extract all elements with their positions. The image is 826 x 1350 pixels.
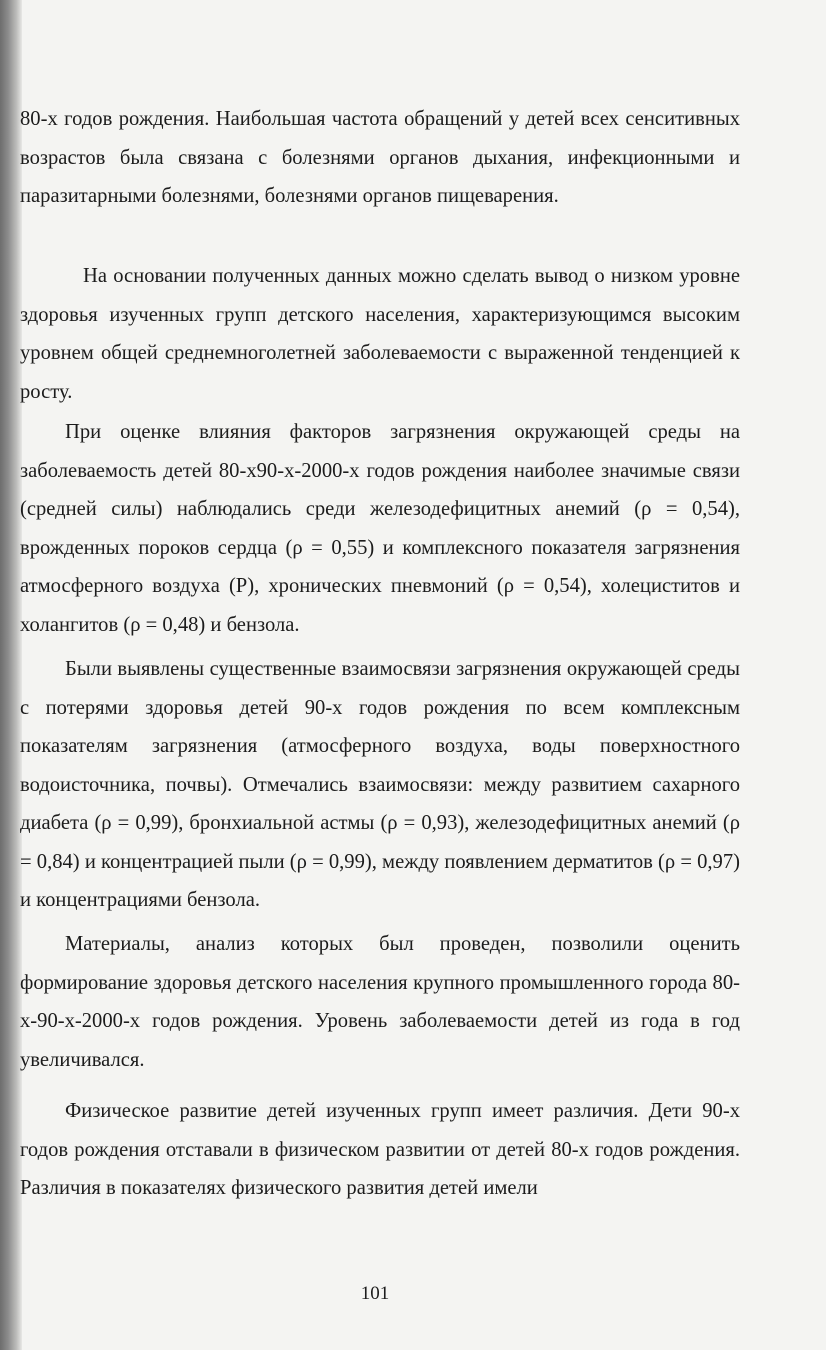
paragraph-6: Физическое развитие детей изученных групп имеет различия. Дети 90-х годов рождения отставали в физическом развитии от детей 80-х годов рождения. Различия в показателях физического развития детей имели (20, 1100, 740, 1199)
paragraph-5: Материалы, анализ которых был проведен, позволили оценить формирование здоровья детского населения крупного промышленного города 80-х-90-х-2000-х годов рождения. Уровень заболеваемости детей из года в год увеличивался. (20, 933, 740, 1071)
page-number: 101 (360, 1283, 390, 1304)
paragraph-1: 80-х годов рождения. Наибольшая частота обращений у детей всех сенситивных возрастов была связана с болезнями органов дыхания, инфекционными и паразитарными болезнями, болезнями органов пищеварения. (20, 108, 740, 207)
paragraph-4: Были выявлены существенные взаимосвязи загрязнения окружающей среды с потерями здоровья детей 90-х годов рождения по всем комплексным показателям загрязнения (атмосферного воздуха, воды поверхностного водоисточника, почвы). Отмечались взаимосвязи: между развитием сахарного диабета (ρ = 0,99), бронхиальной астмы (ρ = 0,93), железодефицитных анемий (ρ = 0,84) и концентрацией пыли (ρ = 0,99), между появлением дерматитов (ρ = 0,97) и концентрациями бензола. (20, 658, 740, 911)
book-spine-shadow (0, 0, 22, 1350)
paragraph-3: При оценке влияния факторов загрязнения окружающей среды на заболеваемость детей 80-х90-х-2000-х годов рождения наиболее значимые связи (средней силы) наблюдались среди железодефицитных анемий (ρ = 0,54), врожденных пороков сердца (ρ = 0,55) и комплексного показателя загрязнения атмосферного воздуха (Р), хронических пневмоний (ρ = 0,54), холециститов и холангитов (ρ = 0,48) и бензола. (20, 421, 740, 636)
paragraph-2: На основании полученных данных можно сделать вывод о низком уровне здоровья изученных групп детского населения, характеризующимся высоким уровнем общей среднемноголетней заболеваемости с выраженной тенденцией к росту. (20, 265, 740, 403)
